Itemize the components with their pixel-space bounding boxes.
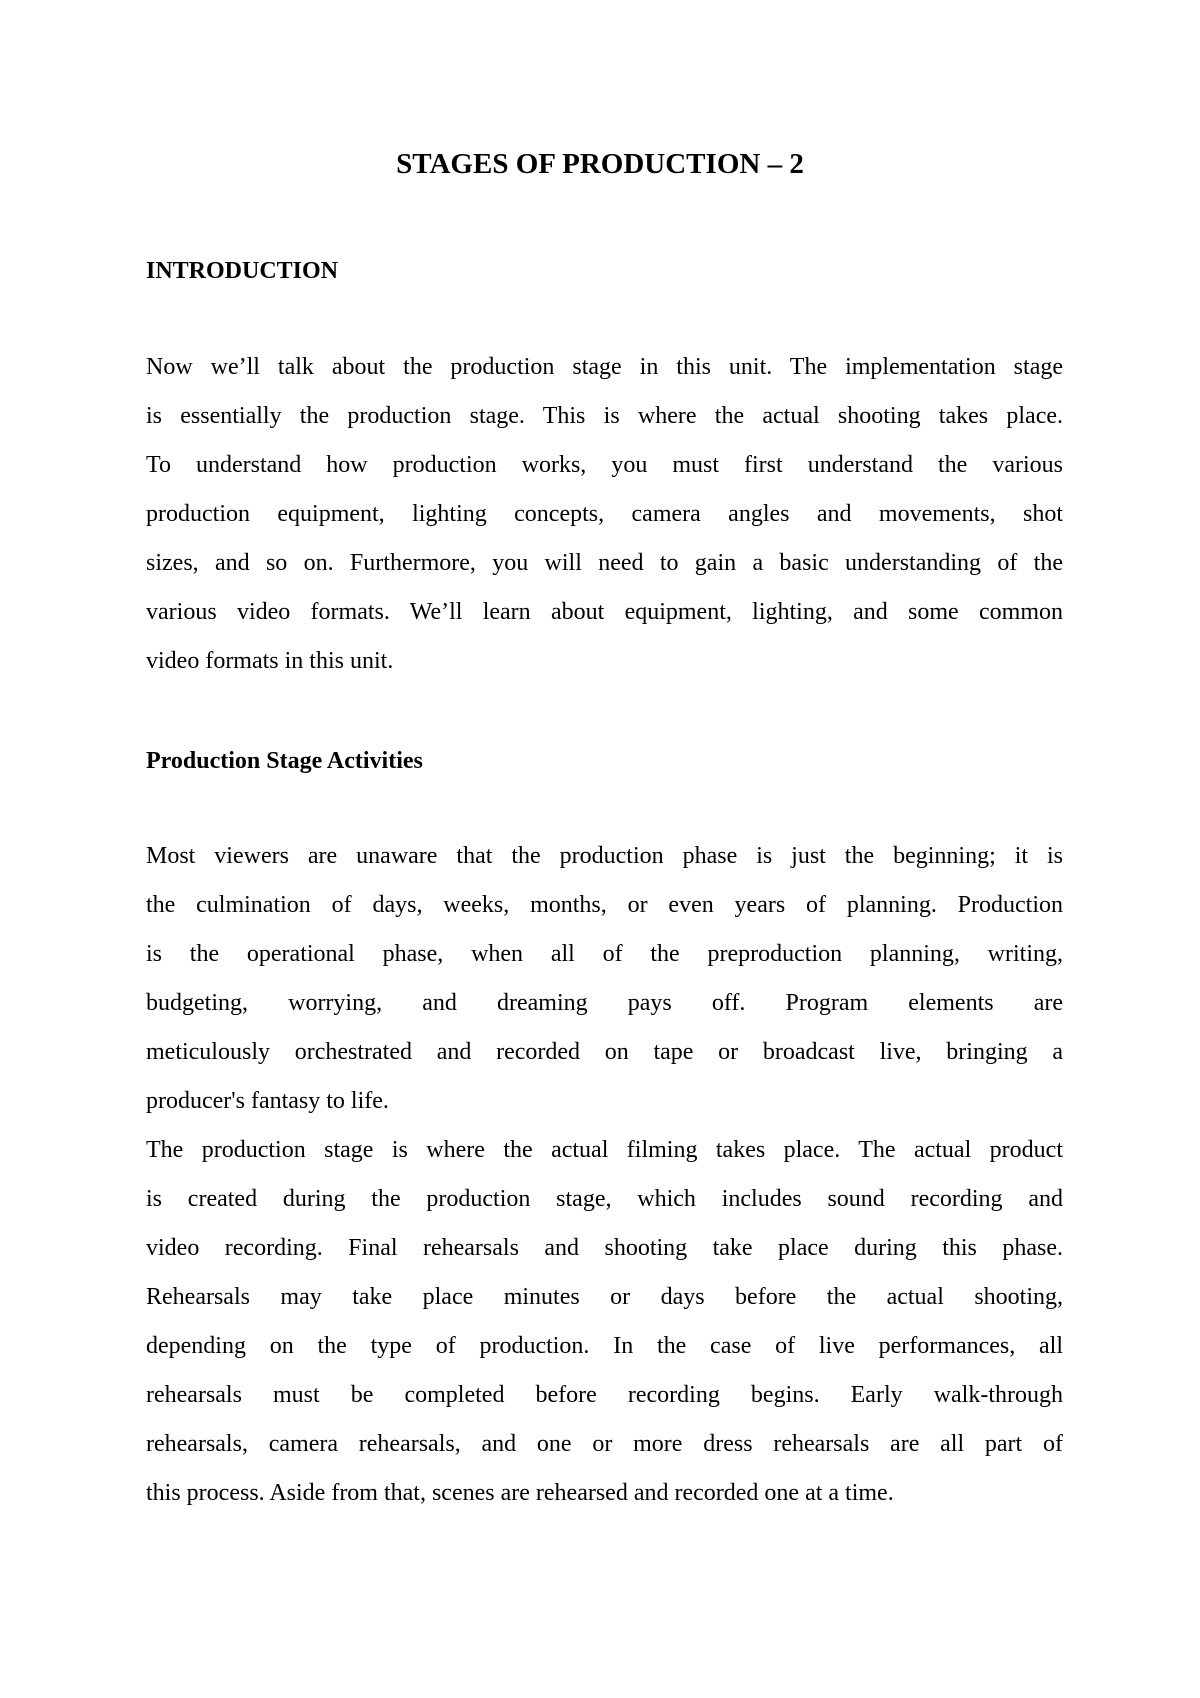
paragraph-line: rehearsals, camera rehearsals, and one or more dress rehearsals are all part of: [146, 1431, 1063, 1457]
paragraph-line: Most viewers are unaware that the production phase is just the beginning; it is: [146, 843, 1063, 869]
paragraph-line: depending on the type of production. In the case of live performances, all: [146, 1333, 1063, 1359]
paragraph-line: is created during the production stage, which includes sound recording and: [146, 1186, 1063, 1212]
paragraph-line: To understand how production works, you must first understand the various: [146, 452, 1063, 478]
paragraph-line: The production stage is where the actual filming takes place. The actual product: [146, 1137, 1063, 1163]
paragraph-line: Now we’ll talk about the production stage in this unit. The implementation stage: [146, 354, 1063, 380]
paragraph-line: rehearsals must be completed before recording begins. Early walk-through: [146, 1382, 1063, 1408]
paragraph-line: sizes, and so on. Furthermore, you will need to gain a basic understanding of the: [146, 550, 1063, 576]
paragraph-line: Rehearsals may take place minutes or days before the actual shooting,: [146, 1284, 1063, 1310]
paragraph-line: producer's fantasy to life.: [146, 1088, 389, 1114]
introduction-paragraph: [146, 343, 1063, 686]
section-heading-introduction: INTRODUCTION: [146, 258, 339, 284]
paragraph-line: the culmination of days, weeks, months, or even years of planning. Production: [146, 892, 1063, 918]
paragraph-line: production equipment, lighting concepts, camera angles and movements, shot: [146, 501, 1063, 527]
paragraph-line: meticulously orchestrated and recorded on tape or broadcast live, bringing a: [146, 1039, 1063, 1065]
paragraph-line: this process. Aside from that, scenes are rehearsed and recorded one at a time.: [146, 1480, 894, 1506]
paragraph-line: video formats in this unit.: [146, 648, 394, 674]
paragraph-line: is the operational phase, when all of the preproduction planning, writing,: [146, 941, 1063, 967]
activities-paragraph-2: [146, 1126, 1063, 1518]
page-title: STAGES OF PRODUCTION – 2: [396, 148, 804, 180]
paragraph-line: is essentially the production stage. This is where the actual shooting takes place.: [146, 403, 1063, 429]
paragraph-line: budgeting, worrying, and dreaming pays off. Program elements are: [146, 990, 1063, 1016]
paragraph-line: various video formats. We’ll learn about equipment, lighting, and some common: [146, 599, 1063, 625]
paragraph-line: video recording. Final rehearsals and shooting take place during this phase.: [146, 1235, 1063, 1261]
activities-paragraph-1: [146, 832, 1063, 1126]
section-heading-production-stage-activities: Production Stage Activities: [146, 748, 423, 774]
